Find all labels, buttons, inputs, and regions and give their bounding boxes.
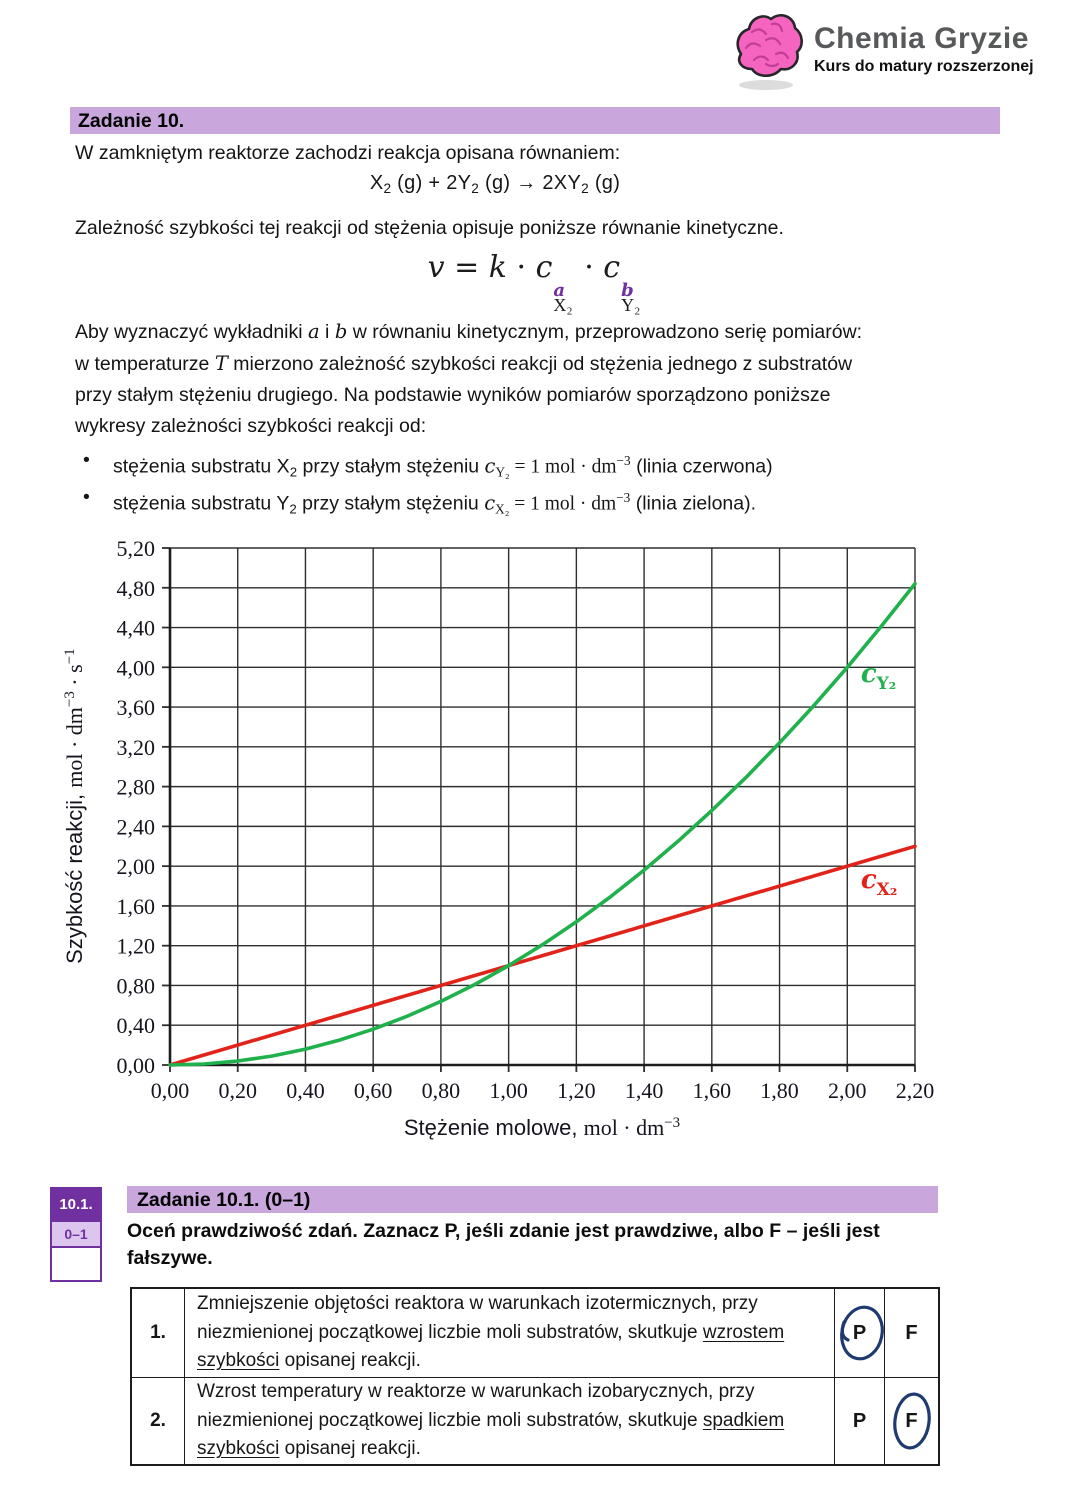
row-number: 1. [132,1289,185,1378]
paragraph-line: przy stałym stężeniu drugiego. Na podstawie wyników pomiarów sporządzono poniższe [75,384,831,406]
svg-text:1,60: 1,60 [116,893,155,919]
svg-text:2,00: 2,00 [116,854,155,880]
kinetic-equation: v = k · c a X₂ · c b Y₂ [427,250,641,315]
svg-text:1,00: 1,00 [489,1078,528,1103]
row2-choice-F[interactable]: F [885,1378,938,1464]
task101-score-widget [50,1187,102,1282]
row1-choice-F[interactable]: F [885,1289,938,1378]
svg-text:4,00: 4,00 [116,655,155,681]
task101-points-badge: 0–1 [50,1222,102,1248]
svg-text:0,40: 0,40 [286,1078,325,1103]
bullet-text: stężenia substratu $X_2$ przy stałym stężeniu $c_{Y_2} = 1$ mol · $dm^{-3}$ (linia czerwona) [113,453,773,480]
svg-text:3,60: 3,60 [116,695,155,721]
kinetic-intro: Zależność szybkości tej reakcji od stężenia opisuje poniższe równanie kinetyczne. [75,217,784,239]
instruction-line: Oceń prawdziwość zdań. Zaznacz P, jeśli zdanie jest prawdziwe, albo F – jeśli jest [127,1220,880,1242]
task101-instruction [127,1218,938,1272]
svg-text:2,00: 2,00 [828,1078,867,1103]
svg-text:0,00: 0,00 [150,1078,190,1103]
svg-text:0,60: 0,60 [353,1078,393,1103]
paragraph-line: wykresy zależności szybkości reakcji od: [75,415,427,437]
paragraph-line: w temperaturze T mierzono zależność szybkości reakcji od stężenia jednego z substratów [75,352,853,375]
svg-text:0,20: 0,20 [218,1078,257,1103]
svg-text:2,80: 2,80 [116,774,155,800]
reaction-equation: $X_2$ $(g) + 2Y_2$ $(g) \to 2XY_2$ (g) [369,172,621,197]
y-axis-title: Szybkość reakcji, mol · $dm^{-3} \cdot s^{-1}$ [61,648,88,964]
bullet-marker: • [83,486,90,508]
bullet-item [75,447,1005,485]
svg-text:4,40: 4,40 [116,615,155,641]
bullet-text: stężenia substratu $Y_2$ przy stałym stężeniu $c_{X_2} = 1$ mol · $dm^{-3}$ (linia zielona). [113,490,757,517]
svg-text:1,80: 1,80 [760,1078,799,1103]
measurement-paragraph [75,316,1005,442]
svg-text:cY₂: $c_{Y_2}$ [860,659,897,695]
row2-choice-P[interactable]: P [835,1378,885,1464]
svg-text:1,40: 1,40 [624,1078,664,1103]
bullet-marker: • [83,449,90,471]
paragraph-line: Aby wyznaczyć wykładniki a i b w równaniu kinetycznym, przeprowadzono serię pomiarów: [75,320,863,343]
svg-text:2,40: 2,40 [116,814,155,840]
statement-text: Zmniejszenie objętości reaktora w warunkach izotermicznych, przy niezmienionej początkowej liczbie moli substratów, skutkuje wzrostem szybkości opisanej reakcji. [185,1289,835,1378]
svg-text:0,80: 0,80 [421,1078,461,1103]
svg-text:3,20: 3,20 [116,734,155,760]
svg-text:0,00: 0,00 [116,1053,155,1078]
task10-header-bar: Zadanie 10. [70,107,1000,134]
instruction-line: fałszywe. [127,1247,213,1269]
svg-text:1,60: 1,60 [692,1078,732,1103]
svg-text:2,20: 2,20 [895,1078,935,1103]
kinetics-chart-plot [60,538,966,1163]
true-false-table [130,1287,940,1466]
row-number: 2. [132,1378,185,1464]
task101-score-empty-box [50,1248,102,1282]
row1-choice-P[interactable]: P [835,1289,885,1378]
kinetics-chart [60,538,966,1163]
svg-text:1,20: 1,20 [116,933,155,959]
svg-text:0,80: 0,80 [116,973,155,999]
svg-text:cX₂: $c_{X_2}$ [860,865,898,901]
brain-logo-icon [728,8,806,97]
svg-text:4,80: 4,80 [116,575,155,601]
task101-code-badge: 10.1. [50,1187,102,1222]
statement-text: Wzrost temperatury w reaktorze w warunkach izobarycznych, przy niezmienionej początkowej liczbie moli substratów, skutkuje spadkiem szybkości opisanej reakcji. [185,1378,835,1464]
svg-text:0,40: 0,40 [116,1013,155,1039]
bullet-item [75,484,1005,522]
x-axis-title: Stężenie molowe, mol · $dm^{-3}$ [403,1115,681,1141]
brand-tagline: Kurs do matury rozszerzonej [814,58,1034,75]
task101-header-bar: Zadanie 10.1. (0–1) [127,1186,938,1213]
task10-intro: W zamkniętym reaktorze zachodzi reakcja opisana równaniem: [75,142,621,164]
svg-text:5,20: 5,20 [116,538,155,561]
svg-text:1,20: 1,20 [557,1078,596,1103]
brand-title: Chemia Gryzie [814,22,1029,55]
